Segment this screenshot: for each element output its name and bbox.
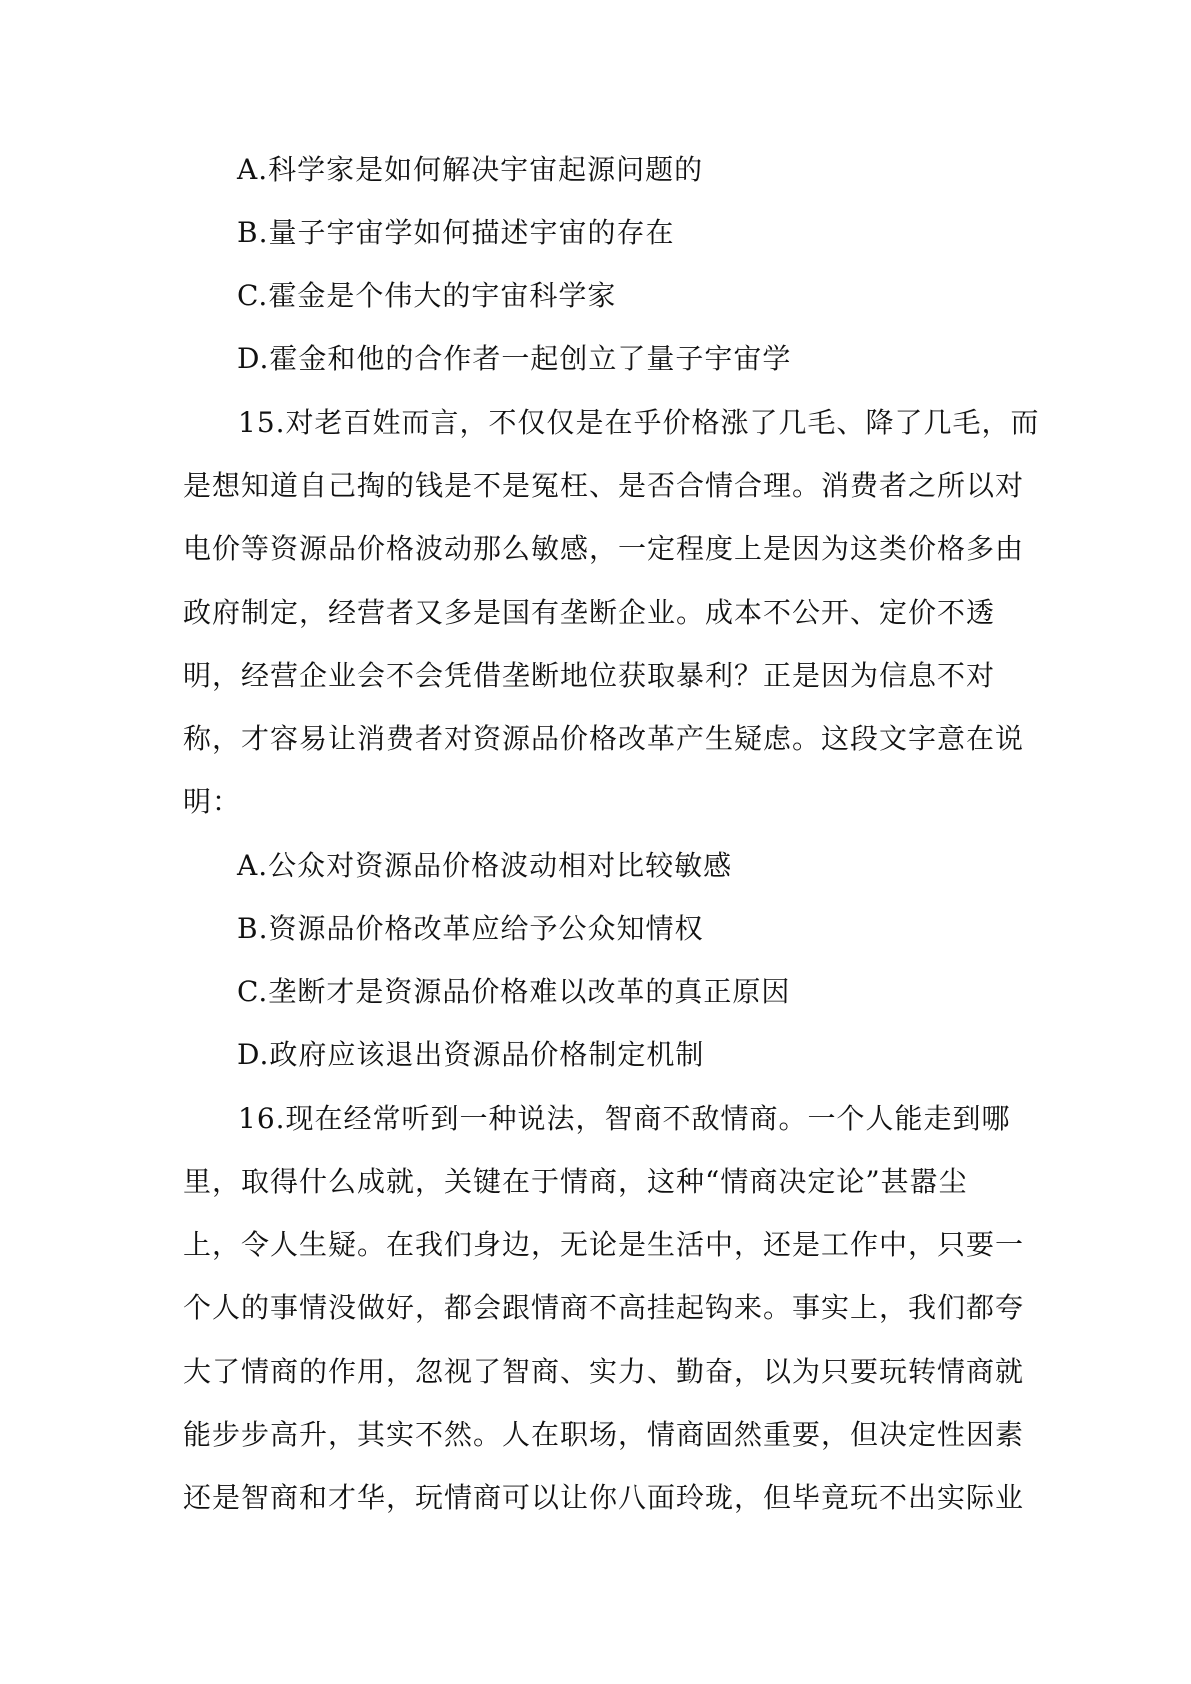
q15-stem-line: 是想知道自己掏的钱是不是冤枉、是否合情合理。消费者之所以对 bbox=[183, 469, 1025, 502]
q16-stem-line: 个人的事情没做好，都会跟情商不高挂起钩来。事实上，我们都夸 bbox=[183, 1291, 1025, 1324]
q15-option-c: C.垄断才是资源品价格难以改革的真正原因 bbox=[237, 975, 791, 1008]
q14-option-d: D.霍金和他的合作者一起创立了量子宇宙学 bbox=[237, 342, 792, 375]
q16-stem-line: 能步步高升，其实不然。人在职场，情商固然重要，但决定性因素 bbox=[183, 1418, 1025, 1451]
q15-stem-line: 明： bbox=[183, 785, 242, 818]
q15-option-a: A.公众对资源品价格波动相对比较敏感 bbox=[237, 849, 733, 882]
q14-option-a: A.科学家是如何解决宇宙起源问题的 bbox=[237, 153, 704, 186]
q15-stem-line: 电价等资源品价格波动那么敏感，一定程度上是因为这类价格多由 bbox=[183, 532, 1025, 565]
q15-stem-line: 15.对老百姓而言，不仅仅是在乎价格涨了几毛、降了几毛，而 bbox=[238, 406, 1040, 439]
q16-stem-line: 大了情商的作用，忽视了智商、实力、勤奋，以为只要玩转情商就 bbox=[183, 1355, 1025, 1388]
q16-stem-line: 上，令人生疑。在我们身边，无论是生活中，还是工作中，只要一 bbox=[183, 1228, 1025, 1261]
q14-option-b: B.量子宇宙学如何描述宇宙的存在 bbox=[237, 216, 675, 249]
q16-stem-line: 里，取得什么成就，关键在于情商，这种“情商决定论”甚嚣尘 bbox=[183, 1165, 968, 1198]
q16-stem-line: 还是智商和才华，玩情商可以让你八面玲珑，但毕竟玩不出实际业 bbox=[183, 1481, 1025, 1514]
q15-option-d: D.政府应该退出资源品价格制定机制 bbox=[237, 1038, 705, 1071]
q16-stem-line: 16.现在经常听到一种说法，智商不敌情商。一个人能走到哪 bbox=[238, 1102, 1011, 1135]
q15-option-b: B.资源品价格改革应给予公众知情权 bbox=[237, 912, 704, 945]
q15-stem-line: 政府制定，经营者又多是国有垄断企业。成本不公开、定价不透 bbox=[183, 596, 996, 629]
q14-option-c: C.霍金是个伟大的宇宙科学家 bbox=[237, 279, 617, 312]
q15-stem-line: 称，才容易让消费者对资源品价格改革产生疑虑。这段文字意在说 bbox=[183, 722, 1025, 755]
q15-stem-line: 明，经营企业会不会凭借垄断地位获取暴利？正是因为信息不对 bbox=[183, 659, 996, 692]
